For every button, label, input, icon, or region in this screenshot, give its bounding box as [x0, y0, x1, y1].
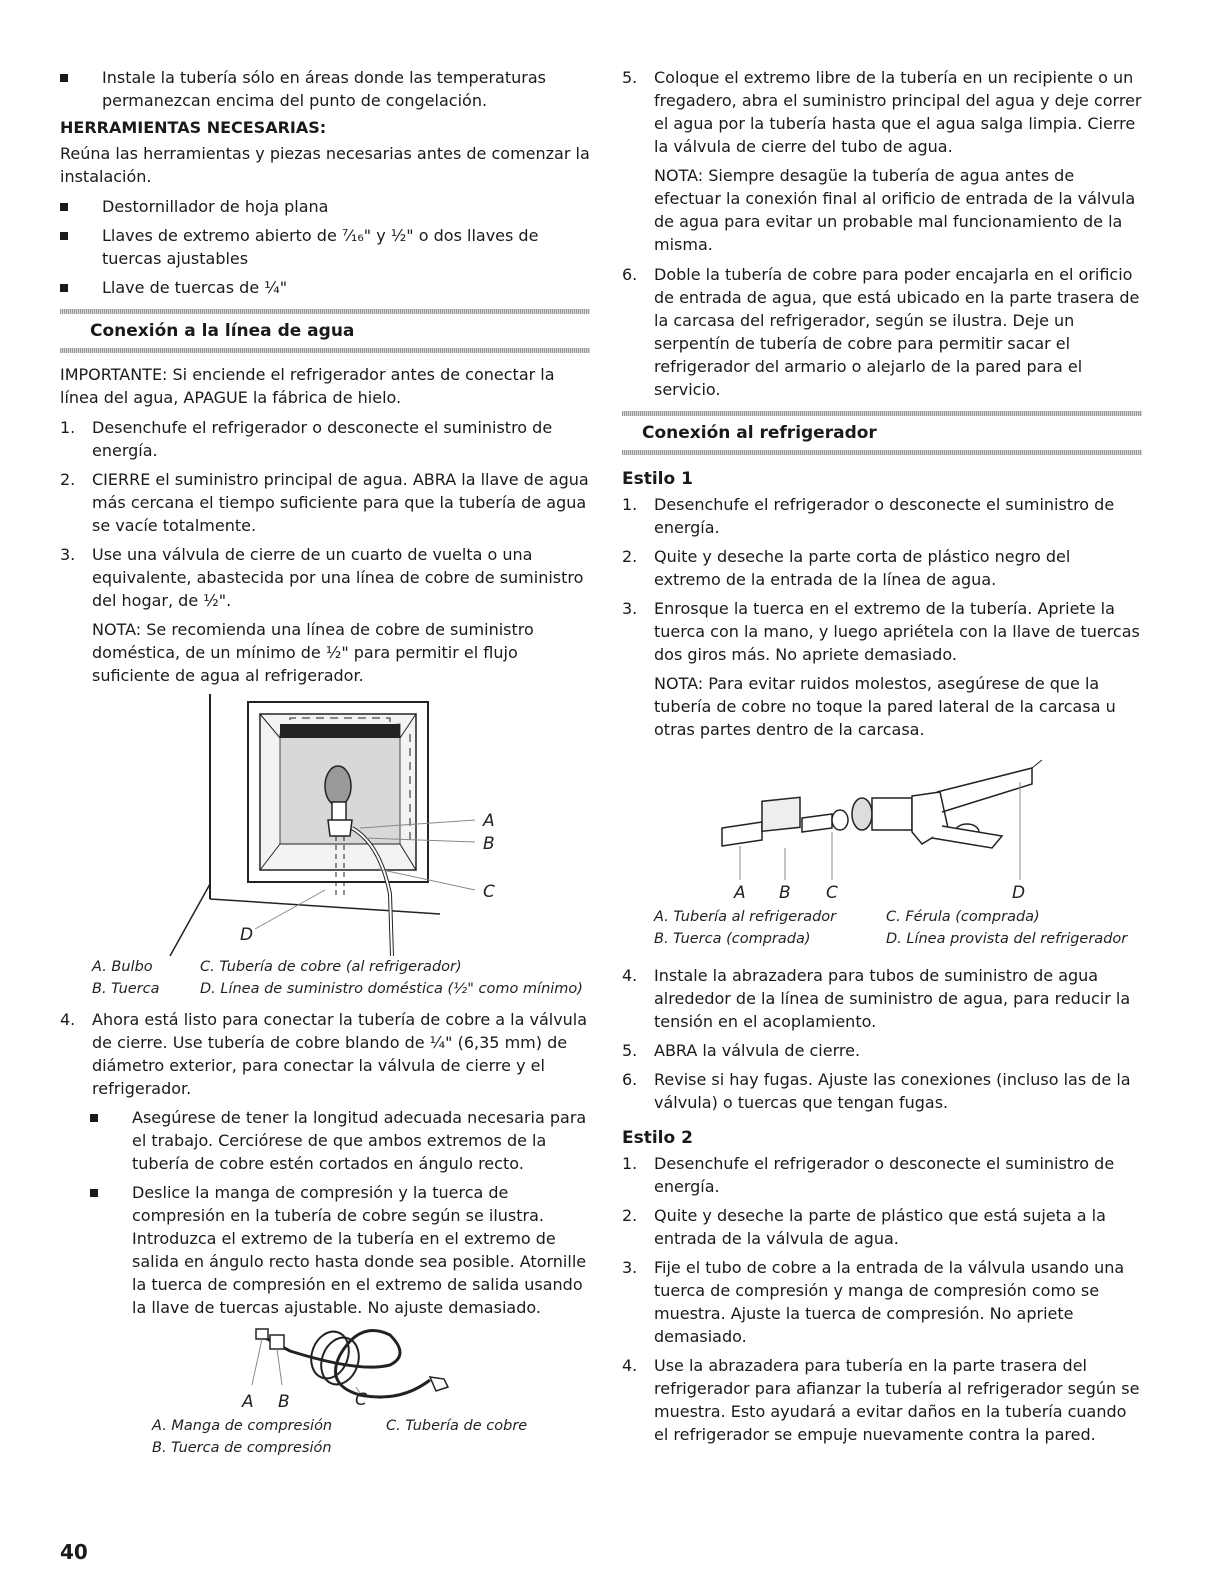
step-text: Revise si hay fugas. Ajuste las conexiones (incluso las de la válvula) o tuercas que tengan fugas.: [654, 1070, 1131, 1112]
step-number: 2.: [622, 1206, 638, 1225]
section-title: Conexión al refrigerador: [642, 423, 877, 443]
step-text: CIERRE el suministro principal de agua. ABRA la llave de agua más cercana el tiempo suficiente para que la tubería de agua se vacíe totalmente.: [92, 470, 589, 535]
step-number: 4.: [622, 966, 638, 985]
fig1-label-a: A: [483, 811, 495, 831]
figure-compression-fitting: [60, 1325, 590, 1415]
figure-shutoff-valve: [60, 694, 590, 956]
right-column: [622, 66, 1142, 1452]
left-column: [60, 66, 590, 1459]
fig3-label-c: C: [826, 883, 838, 898]
step-4: [60, 1008, 590, 1100]
step-number: 3.: [60, 545, 76, 564]
tool-item: Llave de tuercas de ¼": [60, 276, 590, 299]
sub-bullet: Deslice la manga de compresión y la tuerca de compresión en la tubería de cobre según se ilustra. Introduzca el extremo de la tubería en el extremo de salida en ángulo recto hasta donde sea posible. Atornille la tuerca de compresión en el extremo de salida usando la llave de tuercas ajustable. No ajuste demasiado.: [60, 1181, 590, 1319]
style1-step: [622, 1039, 1142, 1062]
step-text: Use una válvula de cierre de un cuarto de vuelta o una equivalente, abastecida por una línea de cobre de suministro del hogar, de ½".: [92, 545, 584, 610]
fig1-caption: [92, 956, 590, 1000]
step-number: 2.: [622, 547, 638, 566]
step-text: Desenchufe el refrigerador o desconecte el suministro de energía.: [654, 1154, 1115, 1196]
tools-intro: Reúna las herramientas y piezas necesarias antes de comenzar la instalación.: [60, 144, 590, 186]
tool-item: Llaves de extremo abierto de ⁷⁄₁₆" y ½" o dos llaves de tuercas ajustables: [60, 224, 590, 270]
caption-item: B. Tuerca (comprada): [654, 931, 811, 947]
section-rule-top: [622, 411, 1142, 416]
important-label: IMPORTANTE:: [60, 365, 168, 384]
caption-item: B. Tuerca: [92, 981, 160, 997]
step-number: 5.: [622, 68, 638, 87]
step-number: 4.: [622, 1356, 638, 1375]
caption-item: C. Férula (comprada): [886, 909, 1040, 925]
important-text: Si enciende el refrigerador antes de conectar la línea del agua, APAGUE la fábrica de hielo.: [60, 365, 555, 407]
note-label: NOTA:: [654, 674, 704, 693]
tools-heading: HERRAMIENTAS NECESARIAS:: [60, 118, 327, 137]
sub-bullet: Asegúrese de tener la longitud adecuada necesaria para el trabajo. Cerciórese de que ambos extremos de la tubería de cobre estén cortados en ángulo recto.: [60, 1106, 590, 1175]
note: [622, 164, 1142, 256]
fig2-label-b: B: [278, 1392, 290, 1412]
step-text: Desenchufe el refrigerador o desconecte el suministro de energía.: [654, 495, 1115, 537]
fig1-label-b: B: [483, 834, 495, 854]
section-rule-bottom: [622, 450, 1142, 455]
style1-step: [622, 1068, 1142, 1114]
step-text: ABRA la válvula de cierre.: [654, 1041, 861, 1060]
important-note: [60, 363, 590, 409]
style2-step: [622, 1152, 1142, 1198]
step-number: 3.: [622, 599, 638, 618]
caption-item: B. Tuerca de compresión: [152, 1440, 332, 1456]
step-text: Quite y deseche la parte de plástico que está sujeta a la entrada de la válvula de agua.: [654, 1206, 1106, 1248]
step-number: 5.: [622, 1041, 638, 1060]
fig3-caption: [654, 906, 1142, 950]
style2-title: Estilo 2: [622, 1128, 693, 1148]
style1-step: [622, 493, 1142, 539]
section-rule-top: [60, 309, 590, 314]
note-text: Se recomienda una línea de cobre de suministro doméstica, de un mínimo de ½" para permitir el flujo suficiente de agua al refrigerador.: [92, 620, 534, 685]
style2-step: [622, 1204, 1142, 1250]
step-text: Instale la abrazadera para tubos de suministro de agua alrededor de la línea de suministro de agua, para reducir la tensión en el acoplamiento.: [654, 966, 1131, 1031]
fig3-label-d: D: [1012, 883, 1026, 898]
section-refrigerator-connection: [622, 411, 1142, 455]
caption-item: C. Tubería de cobre (al refrigerador): [200, 959, 462, 975]
step-text: Fije el tubo de cobre a la entrada de la válvula usando una tuerca de compresión y manga de compresión como se muestra. Ajuste la tuerca de compresión. No apriete demasiado.: [654, 1258, 1125, 1346]
refrigerator-line-illustration: [622, 748, 1142, 898]
section-water-line: [60, 309, 590, 353]
style1-step: [622, 545, 1142, 591]
style1-step: [622, 964, 1142, 1033]
style1-title: Estilo 1: [622, 469, 693, 489]
step-2: [60, 468, 590, 537]
tool-item: Destornillador de hoja plana: [60, 195, 590, 218]
step-text: Ahora está listo para conectar la tubería de cobre a la válvula de cierre. Use tubería de cobre blando de ¼" (6,35 mm) de diámetro exterior, para conectar la válvula de cierre y el refrigerador.: [92, 1010, 588, 1098]
step-number: 3.: [622, 1258, 638, 1277]
page-number: 40: [60, 1540, 88, 1564]
step-text: Enrosque la tuerca en el extremo de la tubería. Apriete la tuerca con la mano, y luego apriételа con la llave de tuercas dos giros más. No apriete demasiado.: [654, 599, 1140, 664]
step-number: 6.: [622, 1070, 638, 1089]
figure-refrigerator-line: [622, 748, 1142, 898]
compression-fitting-illustration: [60, 1325, 590, 1415]
fig2-label-c: C: [355, 1390, 367, 1410]
fig3-label-a: A: [734, 883, 746, 898]
step-text: Doble la tubería de cobre para poder encajarla en el orificio de entrada de agua, que está ubicado en la parte trasera de la carcasa del refrigerador, según se ilustra. Deje un serpentín de tubería de cobre para permitir sacar el refrigerador del armario o alejarlo de la pared para el servicio.: [654, 265, 1140, 399]
step-number: 2.: [60, 470, 76, 489]
step-number: 1.: [60, 418, 76, 437]
step-5: [622, 66, 1142, 158]
intro-bullet: Instale la tubería sólo en áreas donde las temperaturas permanezcan encima del punto de congelación.: [60, 66, 590, 112]
fig1-label-d: D: [240, 925, 254, 945]
step-text: Desenchufe el refrigerador o desconecte el suministro de energía.: [92, 418, 553, 460]
note: [622, 672, 1142, 741]
style2-step: [622, 1256, 1142, 1348]
shutoff-valve-illustration: [60, 694, 590, 956]
note-label: NOTA:: [654, 166, 704, 185]
step-number: 1.: [622, 1154, 638, 1173]
step-number: 4.: [60, 1010, 76, 1029]
note-label: NOTA:: [92, 620, 142, 639]
fig2-label-a: A: [242, 1392, 254, 1412]
note-text: Para evitar ruidos molestos, asegúrese de que la tubería de cobre no toque la pared lateral de la carcasa u otras partes dentro de la carcasa.: [654, 674, 1116, 739]
style1-step: [622, 597, 1142, 666]
style2-step: [622, 1354, 1142, 1446]
caption-item: C. Tubería de cobre: [386, 1418, 528, 1434]
step-number: 6.: [622, 265, 638, 284]
step-number: 1.: [622, 495, 638, 514]
caption-item: A. Manga de compresión: [152, 1418, 333, 1434]
fig2-caption: [152, 1415, 590, 1459]
note-text: Siempre desagüe la tubería de agua antes de efectuar la conexión final al orificio de entrada de la válvula de agua para evitar un probable mal funcionamiento de la misma.: [654, 166, 1136, 254]
step-3: [60, 543, 590, 612]
fig1-label-c: C: [483, 882, 495, 902]
step-text: Coloque el extremo libre de la tubería en un recipiente o un fregadero, abra el suministro principal del agua y deje correr el agua por la tubería hasta que el agua salga limpia. Cierre la válvula de cierre del tubo de agua.: [654, 68, 1142, 156]
caption-item: A. Bulbo: [92, 959, 153, 975]
section-rule-bottom: [60, 348, 590, 353]
caption-item: D. Línea de suministro doméstica (½" como mínimo): [200, 981, 583, 997]
section-title: Conexión a la línea de agua: [90, 321, 355, 341]
fig3-label-b: B: [779, 883, 791, 898]
step-text: Quite y deseche la parte corta de plástico negro del extremo de la entrada de la línea de agua.: [654, 547, 1071, 589]
step-text: Use la abrazadera para tubería en la parte trasera del refrigerador para afianzar la tubería al refrigerador según se muestra. Esto ayudará a evitar daños en la tubería cuando el refrigerador se empuje nuevamente contra la pared.: [654, 1356, 1140, 1444]
step-1: [60, 416, 590, 462]
caption-item: D. Línea provista del refrigerador: [886, 931, 1128, 947]
note: [60, 618, 590, 687]
step-6: [622, 263, 1142, 401]
caption-item: A. Tubería al refrigerador: [654, 909, 837, 925]
